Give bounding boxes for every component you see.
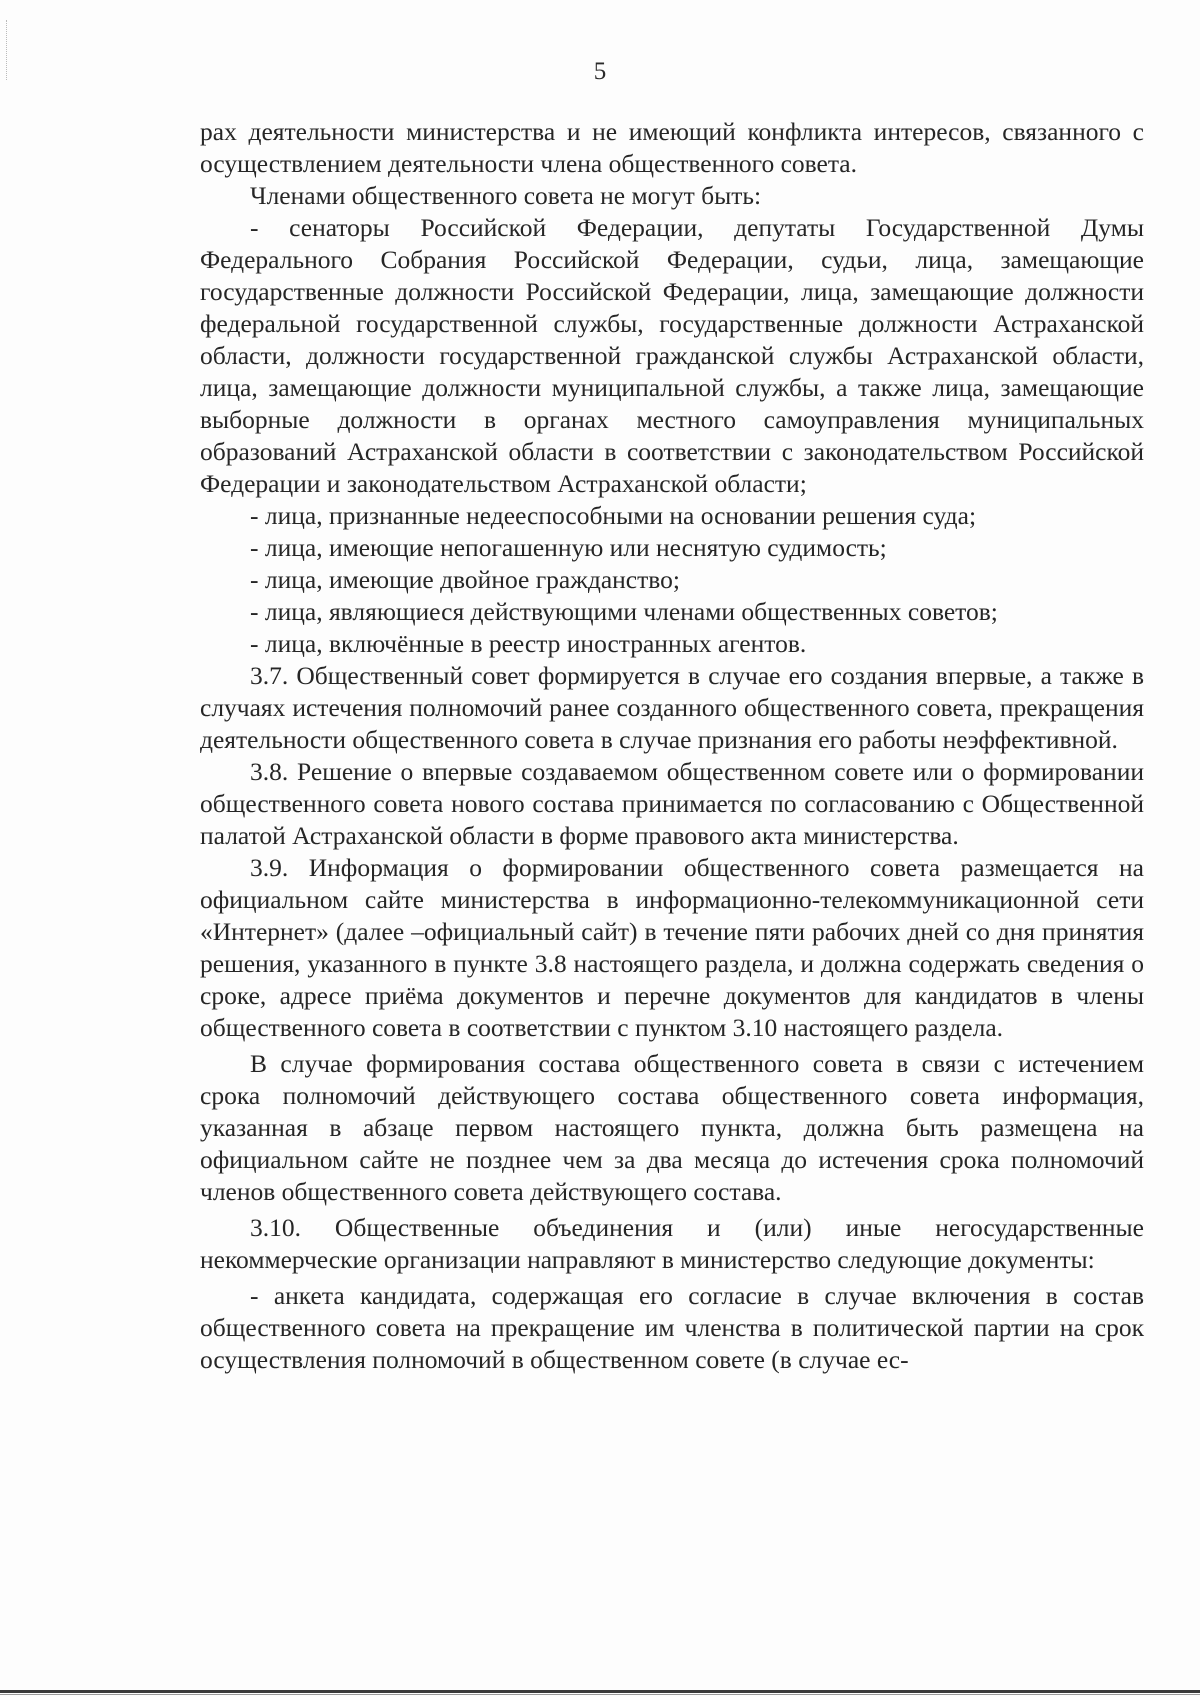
paragraph-3-7: 3.7. Общественный совет формируется в случае его создания впервые, а также в случаях истечения полномочий ранее созданного общественного совета, прекращения деятельности общественного совета в случае признания его работы неэффективной. [200,661,1144,754]
list-item-officials: - сенаторы Российской Федерации, депутаты Государственной Думы Федерального Собрания Российской Федерации, судьи, лица, замещающие государственные должности Российской Федерации, лица, замещающие должности федеральной государственной службы, государственные должности Астраханской области, должности государственной гражданской службы Астраханской области, лица, замещающие должности муниципальной службы, а также лица, замещающие выборные должности в органах местного самоуправления муниципальных образований Астраханской области в соответствии с законодательством Российской Федерации и законодательством Астраханской области; [200,213,1144,498]
list-item-criminal-record: - лица, имеющие непогашенную или неснятую судимость; [250,533,887,562]
document-body [200,116,1144,1376]
list-item-foreign-agents: - лица, включённые в реестр иностранных агентов. [250,629,807,658]
paragraph-exclusions-intro: Членами общественного совета не могут быть: [250,181,762,210]
paragraph-3-9-second: В случае формирования состава общественного совета в связи с истечением срока полномочий действующего состава общественного совета информация, указанная в абзаце первом настоящего пункта, должна быть размещена на официальном сайте не позднее чем за два месяца до истечения срока полномочий членов общественного совета действующего состава. [200,1049,1144,1206]
paragraph-3-8: 3.8. Решение о впервые создаваемом общественном совете или о формировании общественного совета нового состава принимается по согласованию с Общественной палатой Астраханской области в форме правового акта министерства. [200,757,1144,850]
paragraph-continuation: рах деятельности министерства и не имеющий конфликта интересов, связанного с осуществлением деятельности члена общественного совета. [200,117,1144,178]
page-number: 5 [593,58,607,85]
list-item-dual-citizenship: - лица, имеющие двойное гражданство; [250,565,680,594]
paragraph-3-9: 3.9. Информация о формировании общественного совета размещается на официальном сайте министерства в информационно-телекоммуникационной сети «Интернет» (далее –официальный сайт) в течение пяти рабочих дней со дня принятия решения, указанного в пункте 3.8 настоящего раздела, и должна содержать сведения о сроке, адресе приёма документов и перечне документов для кандидатов в члены общественного совета в соответствии с пунктом 3.10 настоящего раздела. [200,853,1144,1042]
bottom-scan-edge [0,1690,1200,1693]
list-item-current-council-members: - лица, являющиеся действующими членами общественных советов; [250,597,998,626]
list-item-incapacitated: - лица, признанные недееспособными на основании решения суда; [250,501,977,530]
bottom-scan-edge-shadow [0,1694,1200,1695]
paragraph-3-10: 3.10. Общественные объединения и (или) иные негосударственные некоммерческие организации направляют в министерство следующие документы: [200,1213,1144,1274]
list-item-candidate-form: - анкета кандидата, содержащая его согласие в случае включения в состав общественного совета на прекращение им членства в политической партии на срок осуществления полномочий в общественном совете (в случае ес- [200,1281,1144,1374]
